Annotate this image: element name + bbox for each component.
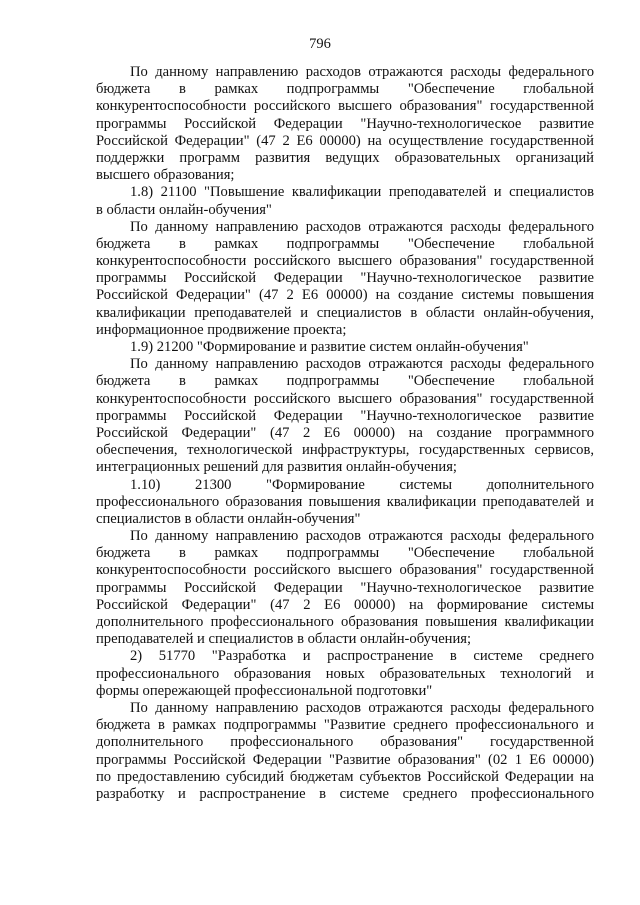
text-line: программы Российской Федерации "Научно-технологическое развитие — [96, 115, 594, 132]
text-line: программы Российской Федерации "Научно-технологическое развитие — [96, 579, 594, 596]
text-line: формы опережающей профессиональной подготовки" — [96, 682, 433, 699]
text-line: По данному направлению расходов отражаются расходы федерального — [130, 64, 594, 80]
text-line: бюджета в рамках подпрограммы "Обеспечение глобальной — [96, 373, 594, 390]
text-line: программы Российской Федерации "Научно-технологическое развитие — [96, 407, 594, 424]
text-line: бюджета в рамках подпрограммы "Обеспечение глобальной — [96, 545, 594, 562]
text-line: программы Российской Федерации "Развитие образования" (02 1 Е6 00000) — [96, 751, 594, 768]
paragraph — [96, 339, 594, 356]
text-line: Российской Федерации" (47 2 Е6 00000) на формирование системы — [96, 596, 594, 613]
page-number: 796 — [309, 36, 331, 52]
paragraph — [96, 356, 594, 476]
text-line: конкурентоспособности российского высшего образования" государственной — [96, 98, 594, 115]
text-line: 1.9) 21200 "Формирование и развитие систем онлайн-обучения" — [130, 339, 529, 355]
text-line: Российской Федерации" (47 2 Е6 00000) на осуществление государственной — [96, 132, 594, 149]
text-line: 1.10) 21300 "Формирование системы дополнительного — [130, 476, 594, 493]
paragraph — [96, 219, 594, 339]
paragraph — [96, 528, 594, 648]
text-line: специалистов в области онлайн-обучения" — [96, 510, 361, 527]
text-line: обеспечения, технологической инфраструктуры, государственных сервисов, — [96, 442, 594, 459]
paragraph — [96, 700, 594, 803]
paragraph — [96, 648, 594, 700]
text-line: 2) 51770 "Разработка и распространение в системе среднего — [130, 648, 594, 665]
text-line: преподавателей и специалистов в области онлайн-обучения; — [96, 631, 472, 648]
text-line: профессионального образования повышения квалификации преподавателей и — [96, 493, 594, 510]
text-line: программы Российской Федерации "Научно-технологическое развитие — [96, 270, 594, 287]
text-line: по предоставлению субсидий бюджетам субъектов Российской Федерации на — [96, 768, 594, 785]
text-line: интеграционных решений для развития онлайн-обучения; — [96, 459, 457, 476]
text-line: высшего образования; — [96, 167, 235, 184]
text-line: бюджета в рамках подпрограммы "Обеспечение глобальной — [96, 81, 594, 98]
text-line: профессионального образования новых образовательных технологий и — [96, 665, 594, 682]
text-line: бюджета в рамках подпрограммы "Развитие среднего профессионального и — [96, 717, 594, 734]
text-line: в области онлайн-обучения" — [96, 201, 272, 218]
text-line: Российской Федерации" (47 2 Е6 00000) на создание системы повышения — [96, 287, 594, 304]
text-line: дополнительного профессионального образования" государственной — [96, 734, 594, 751]
text-line: конкурентоспособности российского высшего образования" государственной — [96, 390, 594, 407]
document-body — [96, 64, 594, 803]
text-line: квалификации преподавателей и специалистов в области онлайн-обучения, — [96, 304, 594, 321]
text-line: По данному направлению расходов отражаются расходы федерального — [130, 699, 594, 716]
text-line: информационное продвижение проекта; — [96, 321, 347, 338]
text-line: бюджета в рамках подпрограммы "Обеспечение глобальной — [96, 235, 594, 252]
text-line: По данному направлению расходов отражаются расходы федерального — [130, 218, 594, 235]
paragraph — [96, 64, 594, 184]
text-line: По данному направлению расходов отражаются расходы федерального — [130, 356, 594, 373]
text-line: конкурентоспособности российского высшего образования" государственной — [96, 562, 594, 579]
text-line: дополнительного профессионального образования повышения квалификации — [96, 614, 594, 630]
text-line: поддержки программ развития ведущих образовательных организаций — [96, 149, 594, 166]
text-line: 1.8) 21100 "Повышение квалификации преподавателей и специалистов — [130, 184, 594, 201]
text-line: разработку и распространение в системе среднего профессионального — [96, 785, 594, 802]
paragraph — [96, 477, 594, 529]
text-line: конкурентоспособности российского высшего образования" государственной — [96, 253, 594, 270]
text-line: Российской Федерации" (47 2 Е6 00000) на создание программного — [96, 424, 594, 441]
paragraph — [96, 184, 594, 218]
text-line: По данному направлению расходов отражаются расходы федерального — [130, 528, 594, 545]
